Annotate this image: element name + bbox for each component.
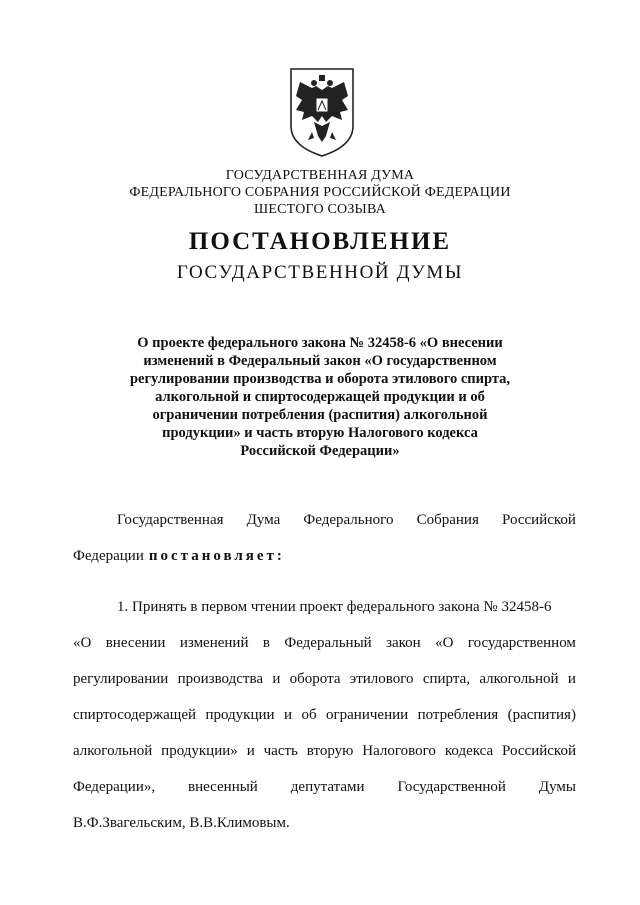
word: спиртосодержащей xyxy=(73,707,197,723)
word: изменений xyxy=(179,635,249,651)
word: (распития) xyxy=(507,707,576,723)
word: «О xyxy=(435,635,454,651)
word: в xyxy=(262,635,270,651)
word: внесенный xyxy=(188,779,258,795)
coat-of-arms-emblem xyxy=(288,66,356,158)
word: продукции xyxy=(205,707,275,723)
resolves-verb: постановляет: xyxy=(148,548,285,564)
word: алкогольной xyxy=(479,671,559,687)
word: и xyxy=(272,671,281,687)
word: алкогольной xyxy=(73,743,153,759)
item-1-line-4 xyxy=(73,707,576,727)
item-1-line-6 xyxy=(73,779,576,799)
word: ограничении xyxy=(326,707,409,723)
word: и xyxy=(283,707,293,723)
word: закон xyxy=(386,635,421,651)
word: Собрания xyxy=(416,512,479,528)
word: внесении xyxy=(105,635,166,651)
preamble-line-2 xyxy=(73,548,576,568)
word: Федерации xyxy=(73,548,144,564)
preamble-line-1 xyxy=(73,512,576,532)
preamble xyxy=(73,512,576,568)
word: оборота xyxy=(289,671,341,687)
word: часть xyxy=(263,743,298,759)
subject-line: продукции» и часть вторую Налогового кодекса xyxy=(162,425,478,441)
word: Российской xyxy=(502,743,576,759)
word: Государственной xyxy=(397,779,506,795)
word: этилового xyxy=(349,671,414,687)
subject-line: алкогольной и спиртосодержащей продукции и об xyxy=(155,389,485,405)
org-name-line-1: ГОСУДАРСТВЕННАЯ ДУМА xyxy=(225,168,415,183)
org-name-line-2: ФЕДЕРАЛЬНОГО СОБРАНИЯ РОССИЙСКОЙ ФЕДЕРАЦИИ xyxy=(129,185,511,200)
document-type-title: ПОСТАНОВЛЕНИЕ xyxy=(188,228,452,255)
word: продукции» xyxy=(161,743,238,759)
word: и xyxy=(567,671,576,687)
subject-line: ограничении потребления (распития) алкогольной xyxy=(152,407,488,423)
word: Федерации», xyxy=(73,779,156,795)
item-1-line-2 xyxy=(73,635,576,655)
word: Дума xyxy=(246,512,281,528)
document-issuer-subtitle: ГОСУДАРСТВЕННОЙ ДУМЫ xyxy=(176,262,464,283)
word: потребления xyxy=(417,707,499,723)
word: Федерального xyxy=(303,512,394,528)
item-1-line-5 xyxy=(73,743,576,763)
item-1 xyxy=(73,599,576,835)
word: депутатами xyxy=(290,779,365,795)
word: Думы xyxy=(538,779,576,795)
word: Российской xyxy=(502,512,576,528)
word: государственном xyxy=(467,635,576,651)
word: регулировании xyxy=(73,671,169,687)
word: об xyxy=(301,707,317,723)
item-1-line-3 xyxy=(73,671,576,691)
word: Государственная xyxy=(117,512,224,528)
subject-line: изменений в Федеральный закон «О государственном xyxy=(143,353,497,369)
word: кодекса xyxy=(444,743,494,759)
word: Федеральный xyxy=(284,635,372,651)
item-1-line-7: В.Ф.Звагельским, В.В.Климовым. xyxy=(73,815,290,831)
word: Налогового xyxy=(362,743,436,759)
word: спирта, xyxy=(422,671,471,687)
subject-line: регулировании производства и оборота этилового спирта, xyxy=(129,371,511,387)
word: и xyxy=(246,743,255,759)
word: производства xyxy=(177,671,264,687)
word: «О xyxy=(73,635,92,651)
subject-line: Российской Федерации» xyxy=(240,443,400,459)
resolution-subject xyxy=(120,334,520,460)
item-1-line-1: 1. Принять в первом чтении проект федерального закона № 32458-6 xyxy=(117,599,552,615)
convocation-line: ШЕСТОГО СОЗЫВА xyxy=(254,202,386,217)
subject-line: О проекте федерального закона № 32458-6 «О внесении xyxy=(137,335,503,351)
word: вторую xyxy=(306,743,354,759)
